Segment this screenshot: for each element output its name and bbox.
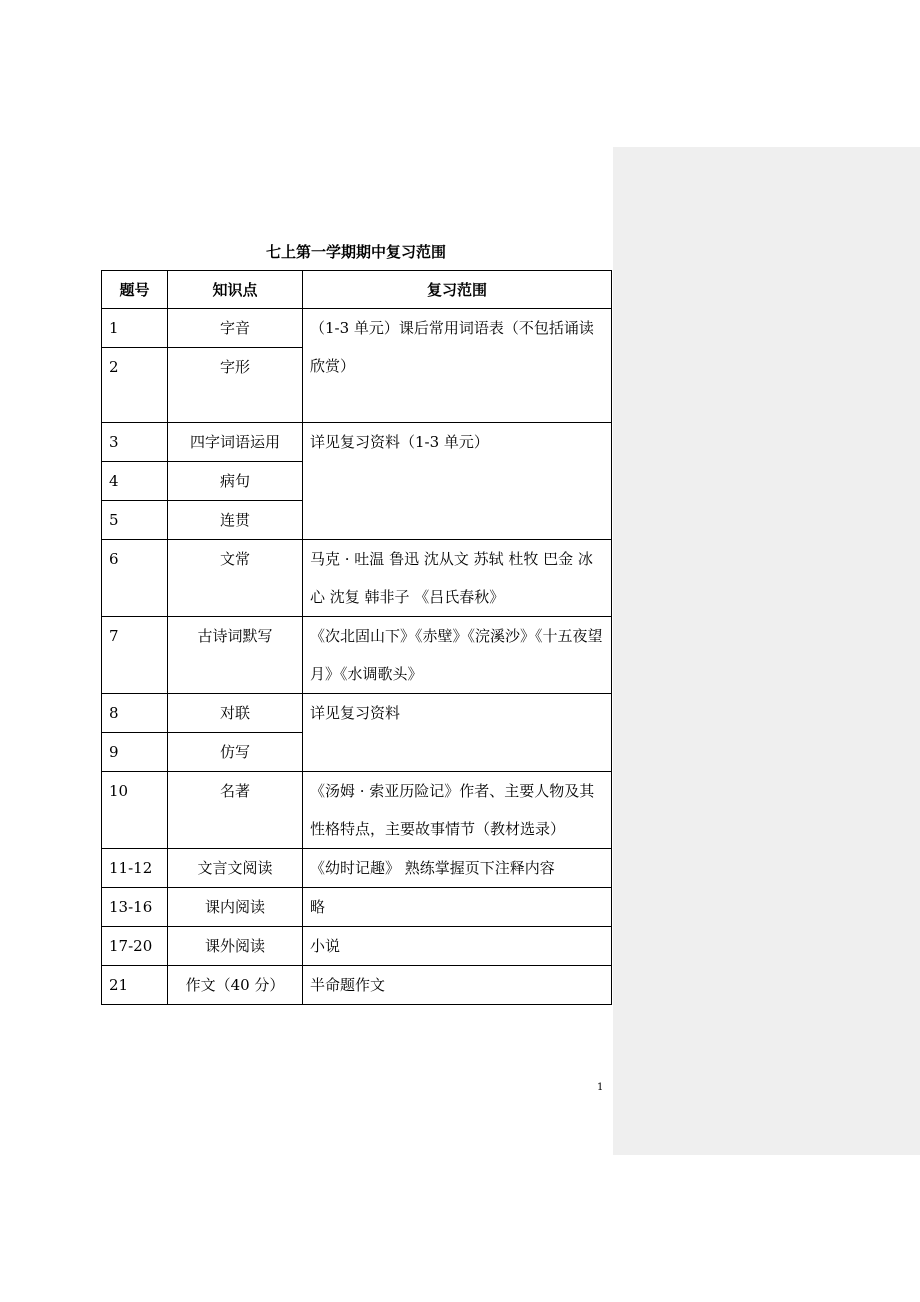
review-scope: 详见复习资料: [303, 694, 612, 772]
knowledge-point: 仿写: [168, 733, 303, 772]
knowledge-point: 课内阅读: [168, 888, 303, 927]
knowledge-point: 文常: [168, 540, 303, 617]
table-header-row: [102, 271, 612, 309]
header-review-scope: 复习范围: [303, 271, 612, 309]
knowledge-point: 连贯: [168, 501, 303, 540]
knowledge-point: 课外阅读: [168, 927, 303, 966]
review-scope: 《汤姆 · 索亚历险记》作者、主要人物及其性格特点，主要故事情节（教材选录）: [303, 772, 612, 849]
question-number: 5: [102, 501, 168, 540]
question-number: 1: [102, 309, 168, 348]
table-row: [102, 423, 612, 462]
review-scope: 小说: [303, 927, 612, 966]
question-number: 10: [102, 772, 168, 849]
table-row: [102, 309, 612, 348]
table-row: [102, 888, 612, 927]
knowledge-point: 名著: [168, 772, 303, 849]
table-row: [102, 617, 612, 694]
table-row: [102, 927, 612, 966]
review-scope: （1-3 单元）课后常用词语表（不包括诵读欣赏）: [303, 309, 612, 423]
knowledge-point: 文言文阅读: [168, 849, 303, 888]
knowledge-point: 对联: [168, 694, 303, 733]
review-scope: 马克 · 吐温 鲁迅 沈从文 苏轼 杜牧 巴金 冰心 沈复 韩非子 《吕氏春秋》: [303, 540, 612, 617]
knowledge-point: 作文（40 分）: [168, 966, 303, 1005]
knowledge-point: 四字词语运用: [168, 423, 303, 462]
review-scope: 详见复习资料（1-3 单元）: [303, 423, 612, 540]
header-knowledge-point: 知识点: [168, 271, 303, 309]
question-number: 7: [102, 617, 168, 694]
question-number: 11-12: [102, 849, 168, 888]
question-number: 21: [102, 966, 168, 1005]
document-title: 七上第一学期期中复习范围: [265, 243, 446, 261]
question-number: 3: [102, 423, 168, 462]
page-number: 1: [597, 1082, 604, 1093]
table-row: [102, 772, 612, 849]
table-row: [102, 540, 612, 617]
header-question-number: 题号: [102, 271, 168, 309]
table-row: [102, 694, 612, 733]
table-row: [102, 966, 612, 1005]
knowledge-point: 字形: [168, 348, 303, 423]
review-scope: 《幼时记趣》 熟练掌握页下注释内容: [303, 849, 612, 888]
knowledge-point: 字音: [168, 309, 303, 348]
review-scope-table: [101, 270, 612, 1005]
question-number: 4: [102, 462, 168, 501]
review-scope: 半命题作文: [303, 966, 612, 1005]
knowledge-point: 古诗词默写: [168, 617, 303, 694]
question-number: 17-20: [102, 927, 168, 966]
comment-pane: [613, 147, 920, 1155]
review-scope: 略: [303, 888, 612, 927]
question-number: 9: [102, 733, 168, 772]
question-number: 8: [102, 694, 168, 733]
question-number: 13-16: [102, 888, 168, 927]
table-row: [102, 849, 612, 888]
question-number: 6: [102, 540, 168, 617]
question-number: 2: [102, 348, 168, 423]
review-scope: 《次北固山下》《赤壁》《浣溪沙》《十五夜望月》《水调歌头》: [303, 617, 612, 694]
knowledge-point: 病句: [168, 462, 303, 501]
